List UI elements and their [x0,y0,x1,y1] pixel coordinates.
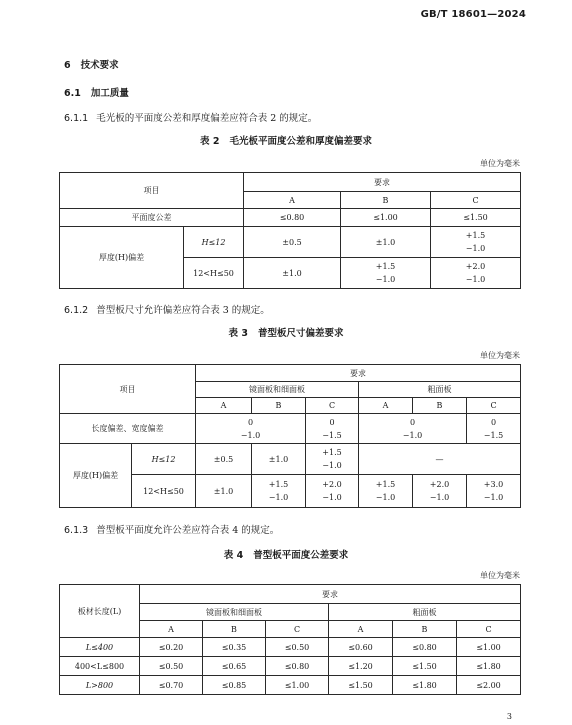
table-3 [59,364,521,508]
value-minus: −1.0 [429,493,450,502]
value-plus: +3.0 [483,480,504,489]
value-minus: −1.0 [465,244,486,253]
clause-6-1-3 [64,522,279,536]
cell-lw-ab-mirror [196,414,306,444]
row-label-length-width: 长度偏差、宽度偏差 [60,414,196,444]
table-2-caption [0,133,572,147]
table-cell: ≤1.80 [393,676,457,695]
table-cell: ≤1.20 [329,657,393,676]
cell-r1-c-mirror [306,444,359,475]
header-item: 项目 [60,365,196,414]
table-cell: ≤0.50 [266,638,329,657]
header-requirement: 要求 [140,585,521,604]
table-4-unit: 单位为毫米 [480,571,520,580]
table-cell: ≤1.00 [266,676,329,695]
section-6-heading [64,57,119,71]
header-grade-c: C [457,621,521,638]
row-label: L>800 [60,676,140,695]
value-minus: −1.0 [268,493,289,502]
clause-text: 毛光板的平面度公差和厚度偏差应符合表 2 的规定。 [96,113,318,124]
cell-lw-c-rough [467,414,521,444]
clause-number: 6.1.1 [64,113,89,124]
value-top: 0 [329,417,335,427]
value-plus: +1.5 [322,448,342,457]
header-rough: 粗面板 [359,382,521,398]
row-label-thickness: 厚度(H)偏差 [60,227,184,289]
cell-r1-c [431,227,521,258]
value-bottom: −1.0 [402,430,423,440]
table-title: 毛光板平面度公差和厚度偏差要求 [229,136,372,147]
cell-r2-c [431,258,521,289]
table-number: 表 4 [223,550,244,561]
table-4-caption [0,547,572,561]
table-cell: ≤0.80 [393,638,457,657]
table-cell: ≤1.50 [329,676,393,695]
clause-text: 普型板平面度允许公差应符合表 4 的规定。 [96,525,280,536]
table-2 [59,172,521,289]
header-grade-a: A [329,621,393,638]
value-minus: −1.0 [375,493,396,502]
value-top: 0 [490,417,497,427]
section-6-1-heading [64,85,129,99]
cond-12-h-50: 12<H≤50 [184,258,244,289]
table-cell: ≤1.80 [457,657,521,676]
row-label-thickness: 厚度(H)偏差 [60,444,132,508]
cell-r2-a-mirror: ±1.0 [196,475,252,508]
table-cell: ≤0.50 [140,657,203,676]
value-plus: +2.0 [465,262,486,271]
section-title: 技术要求 [80,60,119,71]
value-minus: −1.0 [483,493,504,502]
cell-r2-a: ±1.0 [244,258,341,289]
header-mirror-fine: 镜面板和细面板 [196,382,359,398]
table-cell: ≤1.50 [393,657,457,676]
table-4 [59,584,521,695]
table-3-unit: 单位为毫米 [480,351,520,360]
header-grade-c: C [266,621,329,638]
header-grade-a: A [196,398,252,414]
clause-6-1-2 [64,302,270,316]
standard-number: GB/T 18601—2024 [420,9,526,20]
clause-number: 6.1.3 [64,525,89,536]
cell-r1-a: ±0.5 [244,227,341,258]
cell-r1-b-mirror: ±1.0 [252,444,306,475]
table-cell: ≤0.20 [140,638,203,657]
header-grade-c: C [467,398,521,414]
value-bottom: −1.5 [322,430,342,440]
table-title: 普型板尺寸偏差要求 [257,328,344,339]
table-cell: ≤0.80 [266,657,329,676]
cell-r2-a-rough [359,475,413,508]
cell-flat-c: ≤1.50 [431,209,521,227]
value-plus: +2.0 [429,480,450,489]
value-minus: −1.0 [322,461,342,470]
table-cell: ≤0.65 [203,657,266,676]
header-mirror-fine: 镜面板和细面板 [140,604,329,621]
cell-flat-a: ≤0.80 [244,209,341,227]
header-grade-b: B [413,398,467,414]
table-number: 表 3 [228,328,248,339]
cond-h-le-12: H≤12 [132,444,196,475]
header-grade-b: B [341,192,431,209]
value-minus: −1.0 [322,493,342,502]
header-grade-b: B [203,621,266,638]
clause-6-1-1 [64,110,317,124]
row-label: L≤400 [60,638,140,657]
value-plus: +1.5 [375,262,396,271]
header-rough: 粗面板 [329,604,521,621]
header-requirement: 要求 [244,173,521,192]
cell-r2-b-mirror [252,475,306,508]
value-plus: +1.5 [375,480,396,489]
cond-12-h-50: 12<H≤50 [132,475,196,508]
table-cell: ≤0.70 [140,676,203,695]
table-cell: ≤2.00 [457,676,521,695]
header-requirement: 要求 [196,365,521,382]
value-plus: +1.5 [268,480,289,489]
table-3-caption [0,325,572,339]
header-grade-c: C [306,398,359,414]
value-minus: −1.0 [375,275,396,284]
table-cell: ≤1.00 [457,638,521,657]
row-label: 400<L≤800 [60,657,140,676]
section-number: 6 [64,60,71,71]
value-bottom: −1.0 [240,430,261,440]
table-cell: ≤0.35 [203,638,266,657]
table-number: 表 2 [200,136,220,147]
cond-h-le-12: H≤12 [184,227,244,258]
section-title: 加工质量 [90,88,129,99]
header-grade-a: A [244,192,341,209]
header-grade-b: B [252,398,306,414]
header-board-length: 板材长度(L) [60,585,140,638]
value-plus: +1.5 [465,231,486,240]
table-cell: ≤0.60 [329,638,393,657]
page-number: 3 [506,712,512,721]
cell-r1-b: ±1.0 [341,227,431,258]
cell-r1-rough-dash: — [359,444,521,475]
cell-r2-c-rough [467,475,521,508]
value-plus: +2.0 [322,480,342,489]
cell-flat-b: ≤1.00 [341,209,431,227]
cell-r1-a-mirror: ±0.5 [196,444,252,475]
table-title: 普型板平面度公差要求 [253,550,349,561]
header-grade-a: A [140,621,203,638]
value-bottom: −1.5 [483,430,504,440]
clause-number: 6.1.2 [64,305,89,316]
value-top: 0 [247,417,254,427]
cell-r2-c-mirror [306,475,359,508]
table-2-unit: 单位为毫米 [480,159,520,168]
header-grade-b: B [393,621,457,638]
section-number: 6.1 [64,88,81,99]
cell-lw-c-mirror [306,414,359,444]
header-grade-c: C [431,192,521,209]
clause-text: 普型板尺寸允许偏差应符合表 3 的规定。 [96,305,270,316]
table-cell: ≤0.85 [203,676,266,695]
value-minus: −1.0 [465,275,486,284]
cell-lw-ab-rough [359,414,467,444]
header-grade-a: A [359,398,413,414]
cell-r2-b-rough [413,475,467,508]
value-top: 0 [409,417,416,427]
header-item: 项目 [60,173,244,209]
row-label-flatness: 平面度公差 [60,209,244,227]
cell-r2-b [341,258,431,289]
